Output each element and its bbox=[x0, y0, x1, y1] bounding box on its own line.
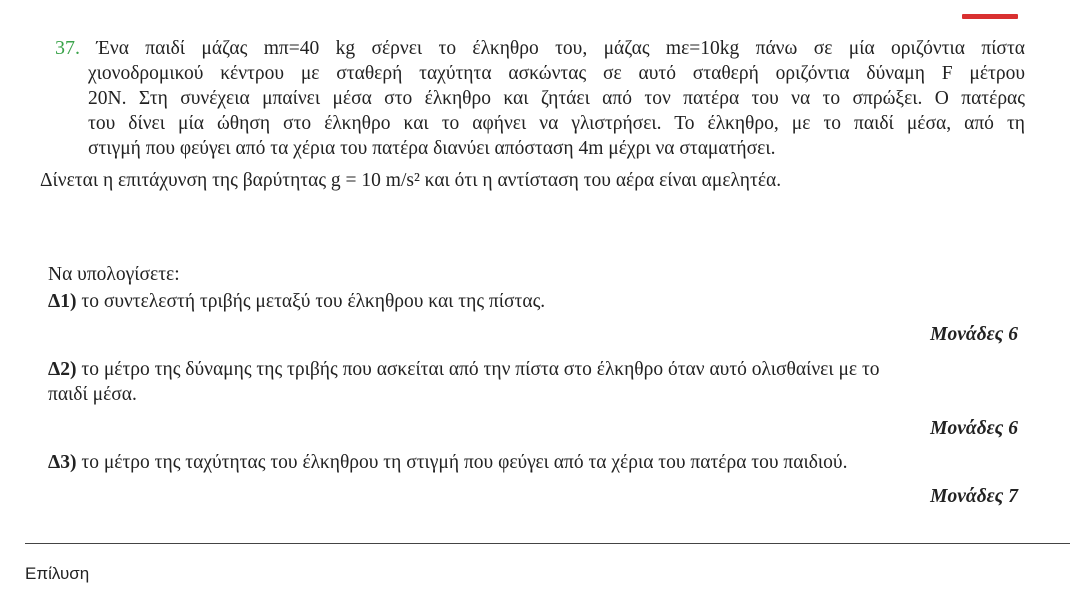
question-d3-label: Δ3) bbox=[48, 452, 77, 473]
red-mark-decoration bbox=[962, 14, 1018, 19]
question-d2-label: Δ2) bbox=[48, 359, 77, 380]
question-d2-text-cont: παιδί μέσα. bbox=[48, 384, 137, 405]
question-d1 bbox=[48, 289, 1018, 314]
question-d1-text: το συντελεστή τριβής μεταξύ του έλκηθρου και της πίστας. bbox=[76, 291, 546, 312]
marks-d3: Μονάδες 7 bbox=[930, 486, 1018, 507]
question-d3 bbox=[48, 450, 1018, 475]
question-d3-text: το μέτρο της ταχύτητας του έλκηθρου τη στιγμή που φεύγει από τα χέρια του πατέρα του παιδιού. bbox=[76, 452, 848, 473]
divider-line bbox=[25, 543, 1070, 544]
problem-number: 37. bbox=[55, 37, 80, 59]
question-d2 bbox=[48, 357, 1018, 407]
problem-line-5: στιγμή που φεύγει από τα χέρια του πατέρα διανύει απόσταση 4m μέχρι να σταματήσει. bbox=[88, 138, 776, 159]
problem-line-3: 20Ν. Στη συνέχεια μπαίνει μέσα στο έλκηθρο και ζητάει από τον πατέρα του να το σπρώξει. Ο πατέρας bbox=[88, 88, 1025, 109]
question-d2-text: το μέτρο της δύναμης της τριβής που ασκείται από την πίστα στο έλκηθρο όταν αυτό ολισθαίνει με το bbox=[76, 359, 880, 380]
marks-d2: Μονάδες 6 bbox=[930, 418, 1018, 439]
problem-statement bbox=[55, 36, 1025, 161]
calc-intro: Να υπολογίσετε: bbox=[48, 264, 180, 285]
question-d1-label: Δ1) bbox=[48, 291, 77, 312]
solution-heading: Επίλυση bbox=[25, 564, 90, 583]
given-data: Δίνεται η επιτάχυνση της βαρύτητας g = 10 m/s² και ότι η αντίσταση του αέρα είναι αμελητέα. bbox=[40, 170, 782, 191]
problem-line-1: 37. Ένα παιδί μάζας mπ=40 kg σέρνει το έλκηθρο του, μάζας mε=10kg πάνω σε μία οριζόντια πίστα bbox=[55, 37, 1026, 59]
problem-line-2: χιονοδρομικού κέντρου με σταθερή ταχύτητα ασκώντας σε αυτό σταθερή οριζόντια δύναμη F μέτρου bbox=[88, 63, 1025, 84]
marks-d1: Μονάδες 6 bbox=[930, 324, 1018, 345]
problem-line-4: του δίνει μία ώθηση στο έλκηθρο και το αφήνει να γλιστρήσει. Το έλκηθρο, με το παιδί μέσα, από τη bbox=[88, 113, 1025, 134]
